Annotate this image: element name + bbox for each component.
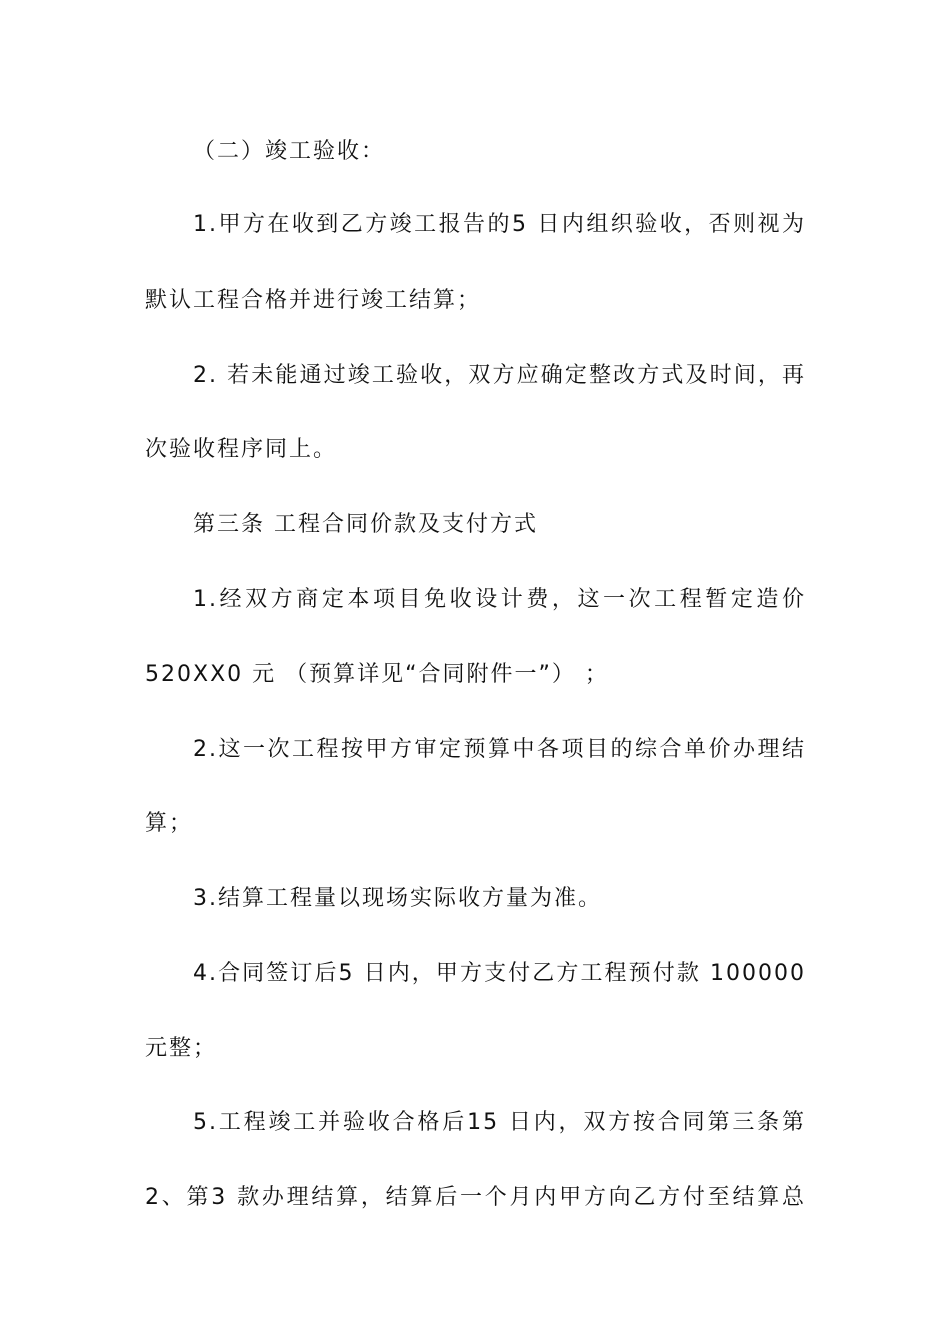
- paragraph-line: 5.工程竣工并验收合格后15 日内，双方按合同第三条第: [193, 1110, 806, 1135]
- section-heading: （二）竣工验收：: [193, 139, 386, 164]
- paragraph-line: 1.甲方在收到乙方竣工报告的5 日内组织验收，否则视为: [193, 212, 806, 237]
- paragraph-line: 2. 若未能通过竣工验收，双方应确定整改方式及时间，再: [193, 363, 806, 388]
- paragraph-line: 默认工程合格并进行竣工结算；: [145, 288, 482, 313]
- paragraph-line: 元整；: [145, 1036, 218, 1061]
- paragraph-line: 520XX0 元 （预算详见“合同附件一”） ；: [145, 662, 609, 687]
- paragraph-line: 2、第3 款办理结算，结算后一个月内甲方向乙方付至结算总: [145, 1185, 806, 1210]
- paragraph-line: 3.结算工程量以现场实际收方量为准。: [193, 886, 602, 911]
- paragraph-line: 次验收程序同上。: [145, 437, 338, 462]
- paragraph-line: 2.这一次工程按甲方审定预算中各项目的综合单价办理结: [193, 737, 806, 762]
- paragraph-line: 1.经双方商定本项目免收设计费，这一次工程暂定造价: [193, 587, 806, 612]
- paragraph-line: 算；: [145, 811, 194, 836]
- paragraph-line: 4.合同签订后5 日内，甲方支付乙方工程预付款 100000: [193, 961, 806, 986]
- article-heading: 第三条 工程合同价款及支付方式: [193, 512, 538, 537]
